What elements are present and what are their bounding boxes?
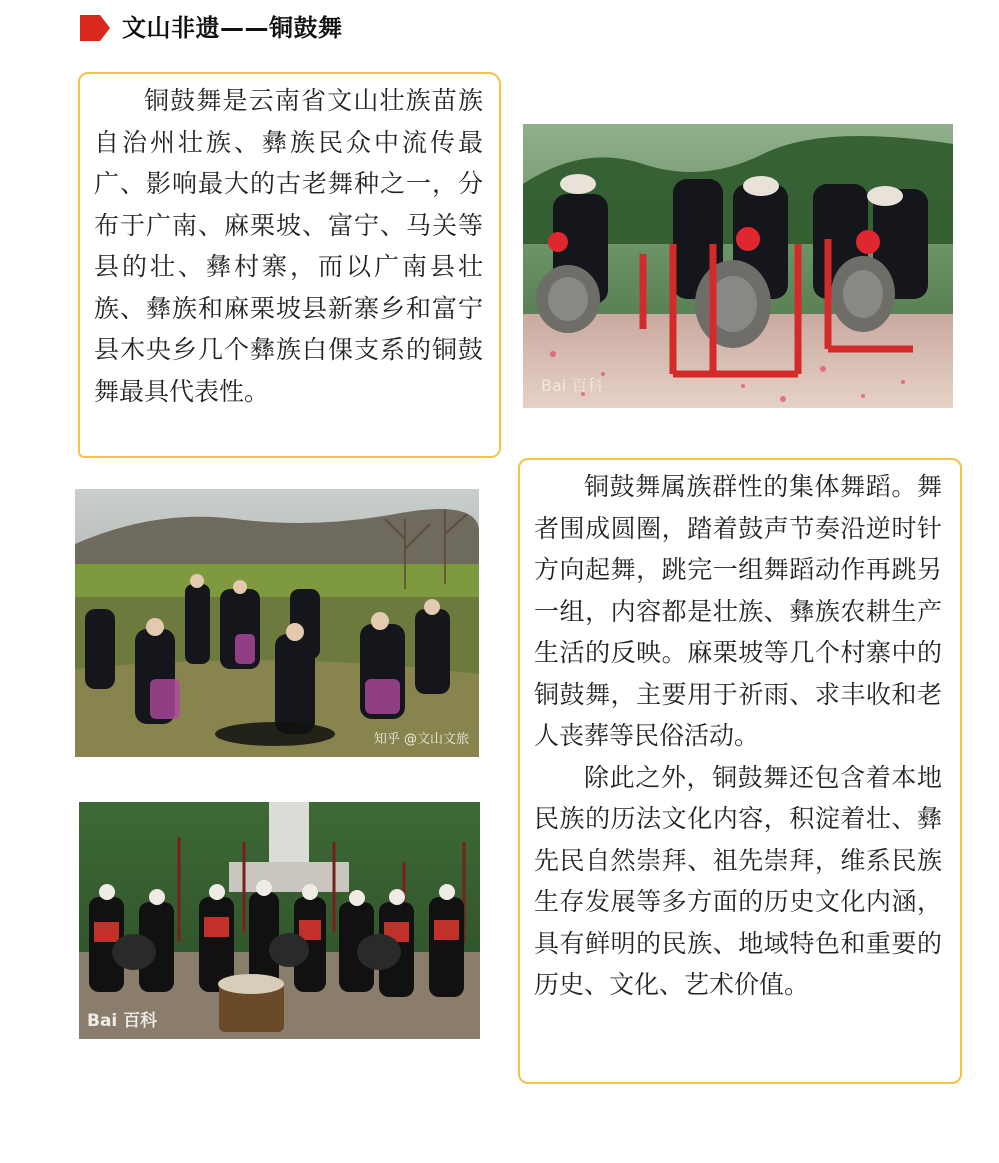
page-title: 文山非遗——铜鼓舞 (122, 14, 343, 42)
drum-troupe-image (79, 802, 480, 1039)
drum-troupe-photo (79, 802, 480, 1039)
description-paragraph-1: 铜鼓舞属族群性的集体舞蹈。舞者围成圆圈，踏着鼓声节奏沿逆时针方向起舞，跳完一组舞蹈动作再跳另一组，内容都是壮族、彝族农耕生产生活的反映。麻栗坡等几个村寨中的铜鼓舞，主要用于祈雨、求丰收和老人丧葬等民俗活动。 (534, 472, 942, 750)
description-paragraph-2: 除此之外，铜鼓舞还包含着本地民族的历法文化内容，积淀着壮、彝先民自然崇拜、祖先崇拜，维系民族生存发展等多方面的历史文化内涵，具有鲜明的民族、地域特色和重要的历史、文化、艺术价值。 (534, 762, 942, 999)
bronze-drum-players-image (523, 124, 953, 408)
photo2-watermark: 知乎 @文山文旅 (373, 732, 469, 747)
section-header (78, 12, 343, 44)
description-textbox (518, 458, 962, 1084)
red-arrow-marker-icon (78, 13, 112, 43)
intro-paragraph: 铜鼓舞是云南省文山壮族苗族自治州壮族、彝族民众中流传最广、影响最大的古老舞种之一，分布于广南、麻栗坡、富宁、马关等县的壮、彝村寨，而以广南县壮族、彝族和麻栗坡县新寨乡和富宁县木央乡几个彝族白倮支系的铜鼓舞最具代表性。 (94, 86, 483, 406)
intro-textbox (78, 72, 501, 458)
photo3-watermark: Bai 百科 (87, 1011, 158, 1031)
photo1-watermark: Bai 百科 (541, 376, 604, 395)
bronze-drum-players-photo (523, 124, 953, 408)
field-circle-dance-image (75, 489, 479, 757)
field-circle-dance-photo (75, 489, 479, 757)
